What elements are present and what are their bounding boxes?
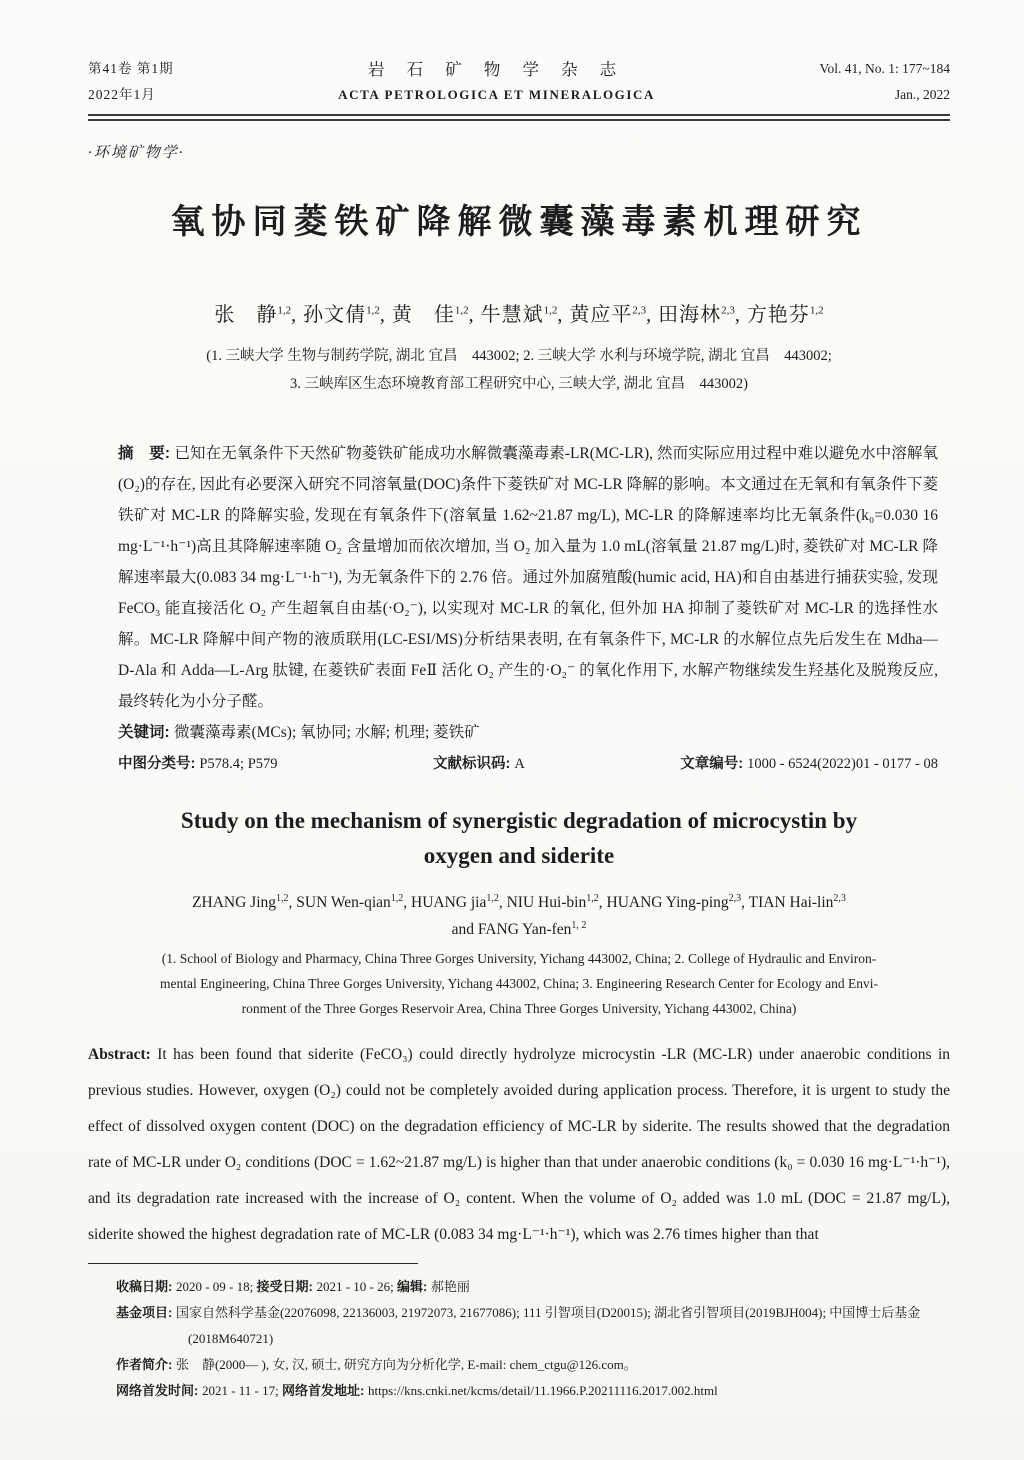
author-sup: 1, 2 xyxy=(571,919,587,931)
author-sup: 1,2 xyxy=(366,304,380,317)
footnote-online-publication: 网络首发时间: 2021 - 11 - 17; 网络首发地址: https://kns.cnki.net/kcms/detail/11.1966.P.20211116.2017.002.html xyxy=(116,1383,718,1398)
author-separator: , xyxy=(498,894,507,911)
header-center xyxy=(174,56,820,108)
author-separator: , xyxy=(291,304,304,326)
footnote-funding: 基金项目: 国家自然科学基金(22076098, 22136003, 21972073, 21677086); 111 引智项目(D20015); 湖北省引智项目(2019BJH004); 中国博士后基金(2018M640721) xyxy=(116,1305,921,1346)
author-name: ZHANG Jing$^{1,2}$ xyxy=(192,892,289,911)
author-sup: 1,2 xyxy=(543,304,558,317)
author-sup: 2,3 xyxy=(632,304,647,317)
author-separator: , xyxy=(468,304,481,326)
title-en-line2: oxygen and siderite xyxy=(423,843,615,868)
authors-en xyxy=(88,889,950,943)
author-name: 黄 佳$^{1,2}$ xyxy=(391,304,469,326)
volume-issue-cn: 第41卷 第1期 xyxy=(88,61,174,76)
header-left xyxy=(88,56,174,108)
author-name: 牛慧斌$^{1,2}$ xyxy=(480,304,558,326)
article-title-cn: 氧协同菱铁矿降解微囊藻毒素机理研究 xyxy=(170,204,868,241)
author-separator: , xyxy=(288,894,297,911)
keywords-text: 微囊藻毒素(MCs); 氧协同; 水解; 机理; 菱铁矿 xyxy=(173,724,480,741)
author-name: HUANG Ying-ping$^{2,3}$ xyxy=(606,892,742,911)
footnote-dates: 收稿日期: 2020 - 09 - 18; 接受日期: 2021 - 10 - 26; 编辑: 郝艳丽 xyxy=(116,1279,470,1294)
abstract-en xyxy=(88,1037,950,1253)
affiliations-en xyxy=(88,946,950,1021)
author-sup: 1,2 xyxy=(276,892,289,904)
abstract-cn xyxy=(118,438,938,717)
abstract-text-en: It has been found that siderite (FeCO₃) could directly hydrolyze microcystin -LR (MC-LR) under anaerobic conditions in previous studies. However, oxygen (O₂) could not be completely avoided during application process. Therefore, it is urgent to study the effect of dissolved oxygen content (DOC) on the degradation efficiency of MC-LR by siderite. The results showed that the degradation rate of MC-LR under O₂ conditions (DOC = 1.62~21.87 mg/L) is higher than that under anaerobic conditions (k₀ = 0.030 16 mg·L⁻¹·h⁻¹), and its degradation rate increased with the increase of O₂ content. When the volume of O₂ added was 1.0 mL (DOC = 21.87 mg/L), siderite showed the highest degradation rate of MC-LR (0.083 34 mg·L⁻¹·h⁻¹), which was 2.76 times higher than that xyxy=(88,1046,951,1243)
author-name: 孙文倩$^{1,2}$ xyxy=(303,304,380,326)
affiliation-line: (1. School of Biology and Pharmacy, China Three Gorges University, Yichang 443002, China; 2. College of Hydraulic and Environ- xyxy=(161,951,877,966)
affiliation-line: ronment of the Three Gorges Reservoir Area, China Three Gorges University, Yichang 443002, China) xyxy=(241,1001,797,1016)
title-en-line1: Study on the mechanism of synergistic degradation of microcystin by xyxy=(180,808,858,833)
author-sup: 2,3 xyxy=(721,304,735,317)
author-sup: 1,2 xyxy=(277,304,292,317)
header-double-rule xyxy=(88,114,950,121)
author-sup: 2,3 xyxy=(728,892,742,904)
footnote-author-bio: 作者简介: 张 静(2000— ), 女, 汉, 硕士, 研究方向为分析化学, E-mail: chem_ctgu@126.com。 xyxy=(116,1357,637,1372)
author-separator: , xyxy=(734,304,747,326)
affiliation-line: 3. 三峡库区生态环境教育部工程研究中心, 三峡大学, 湖北 宜昌 443002) xyxy=(290,376,748,392)
author-name: 田海林$^{2,3}$ xyxy=(658,304,735,326)
article-number: 文章编号: 1000 - 6524(2022)01 - 0177 - 08 xyxy=(680,756,938,772)
author-separator: , xyxy=(557,304,570,326)
journal-title-cn: 岩 石 矿 物 学 杂 志 xyxy=(367,60,626,79)
author-name: 黄应平$^{2,3}$ xyxy=(569,304,647,326)
author-name: TIAN Hai-lin$^{2,3}$ xyxy=(748,892,846,911)
online-url: https://kns.cnki.net/kcms/detail/11.1966.P.20211116.2017.002.html xyxy=(367,1383,718,1398)
author-name: SUN Wen-qian$^{1,2}$ xyxy=(296,892,404,911)
author-sup: 2,3 xyxy=(833,892,846,904)
author-name: 张 静$^{1,2}$ xyxy=(214,304,292,326)
author-separator: , xyxy=(598,894,607,911)
abstract-block-cn xyxy=(118,438,938,779)
author-separator: , xyxy=(741,894,749,911)
author-sup: 1,2 xyxy=(809,304,824,317)
date-en: Jan., 2022 xyxy=(894,87,950,102)
author-sup: 1,2 xyxy=(390,892,404,904)
header-right xyxy=(820,56,950,108)
authors-en-line1 xyxy=(88,889,950,916)
affiliations-cn xyxy=(88,342,950,398)
author-separator: , xyxy=(403,894,411,911)
date-cn: 2022年1月 xyxy=(88,87,156,102)
author-name: NIU Hui-bin$^{1,2}$ xyxy=(506,892,599,911)
author-separator: , xyxy=(379,304,392,326)
keywords-cn xyxy=(118,717,938,748)
affiliation-line: mental Engineering, China Three Gorges University, Yichang 443002, China; 3. Engineering Research Center for Ecology and Envi- xyxy=(160,976,878,991)
abstract-text-cn: 已知在无氧条件下天然矿物菱铁矿能成功水解微囊藻毒素-LR(MC-LR), 然而实际应用过程中难以避免水中溶解氧(O₂)的存在, 因此有必要深入研究不同溶氧量(DOC)条件下菱铁矿对 MC-LR 降解的影响。本文通过在无氧和有氧条件下菱铁矿对 MC-LR 的降解实验, 发现在有氧条件下(溶氧量 1.62~21.87 mg/L), MC-LR 的降解速率均比无氧条件(k₀=0.030 16 mg·L⁻¹·h⁻¹)高且其降解速率随 O₂ 含量增加而依次增加, 当 O₂ 加入量为 1.0 mL(溶氧量 21.87 mg/L)时, 菱铁矿对 MC-LR 降解速率最大(0.083 34 mg·L⁻¹·h⁻¹), 为无氧条件下的 2.76 倍。通过外加腐殖酸(humic acid, HA)和自由基进行捕获实验, 发现 FeCO₃ 能直接活化 O₂ 产生超氧自由基(·O₂⁻), 以实现对 MC-LR 的氧化, 但外加 HA 抑制了菱铁矿对 MC-LR 的选择性水解。MC-LR 降解中间产物的液质联用(LC-ESI/MS)分析结果表明, 在有氧条件下, MC-LR 的水解位点先后发生在 Mdha—D-Ala 和 Adda—L-Arg 肽键, 在菱铁矿表面 FeⅡ 活化 O₂ 产生的·O₂⁻ 的氧化作用下, 水解产物继续发生羟基化及脱羧反应, 最终转化为小分子醛。 xyxy=(118,445,939,710)
classification-line xyxy=(118,749,938,779)
affiliation-line: (1. 三峡大学 生物与制药学院, 湖北 宜昌 443002; 2. 三峡大学 水利与环境学院, 湖北 宜昌 443002; xyxy=(206,348,832,364)
author-name: HUANG jia$^{1,2}$ xyxy=(411,892,499,911)
section-label: ·环境矿物学· xyxy=(88,145,185,161)
authors-cn xyxy=(88,298,950,332)
article-title-en xyxy=(88,803,950,873)
journal-title-en: ACTA PETROLOGICA ET MINERALOGICA xyxy=(338,87,656,102)
abstract-label-en: Abstract: xyxy=(88,1046,158,1063)
footnotes xyxy=(116,1274,944,1404)
author-name: and FANG Yan-fen$^{1, 2}$ xyxy=(451,919,587,938)
author-name: 方艳芬$^{1,2}$ xyxy=(746,304,824,326)
journal-header xyxy=(88,56,950,108)
keywords-label: 关键词: xyxy=(118,724,174,741)
author-separator: , xyxy=(646,304,659,326)
abstract-label-cn: 摘 要: xyxy=(118,445,175,462)
volume-issue-en: Vol. 41, No. 1: 177~184 xyxy=(819,61,950,76)
author-sup: 1,2 xyxy=(586,892,599,904)
author-sup: 1,2 xyxy=(486,892,499,904)
clc-number: 中图分类号: P578.4; P579 xyxy=(118,756,278,772)
document-code: 文献标识码: A xyxy=(432,756,525,772)
footnote-rule xyxy=(88,1263,418,1264)
author-sup: 1,2 xyxy=(454,304,469,317)
authors-en-line2 xyxy=(88,916,950,943)
